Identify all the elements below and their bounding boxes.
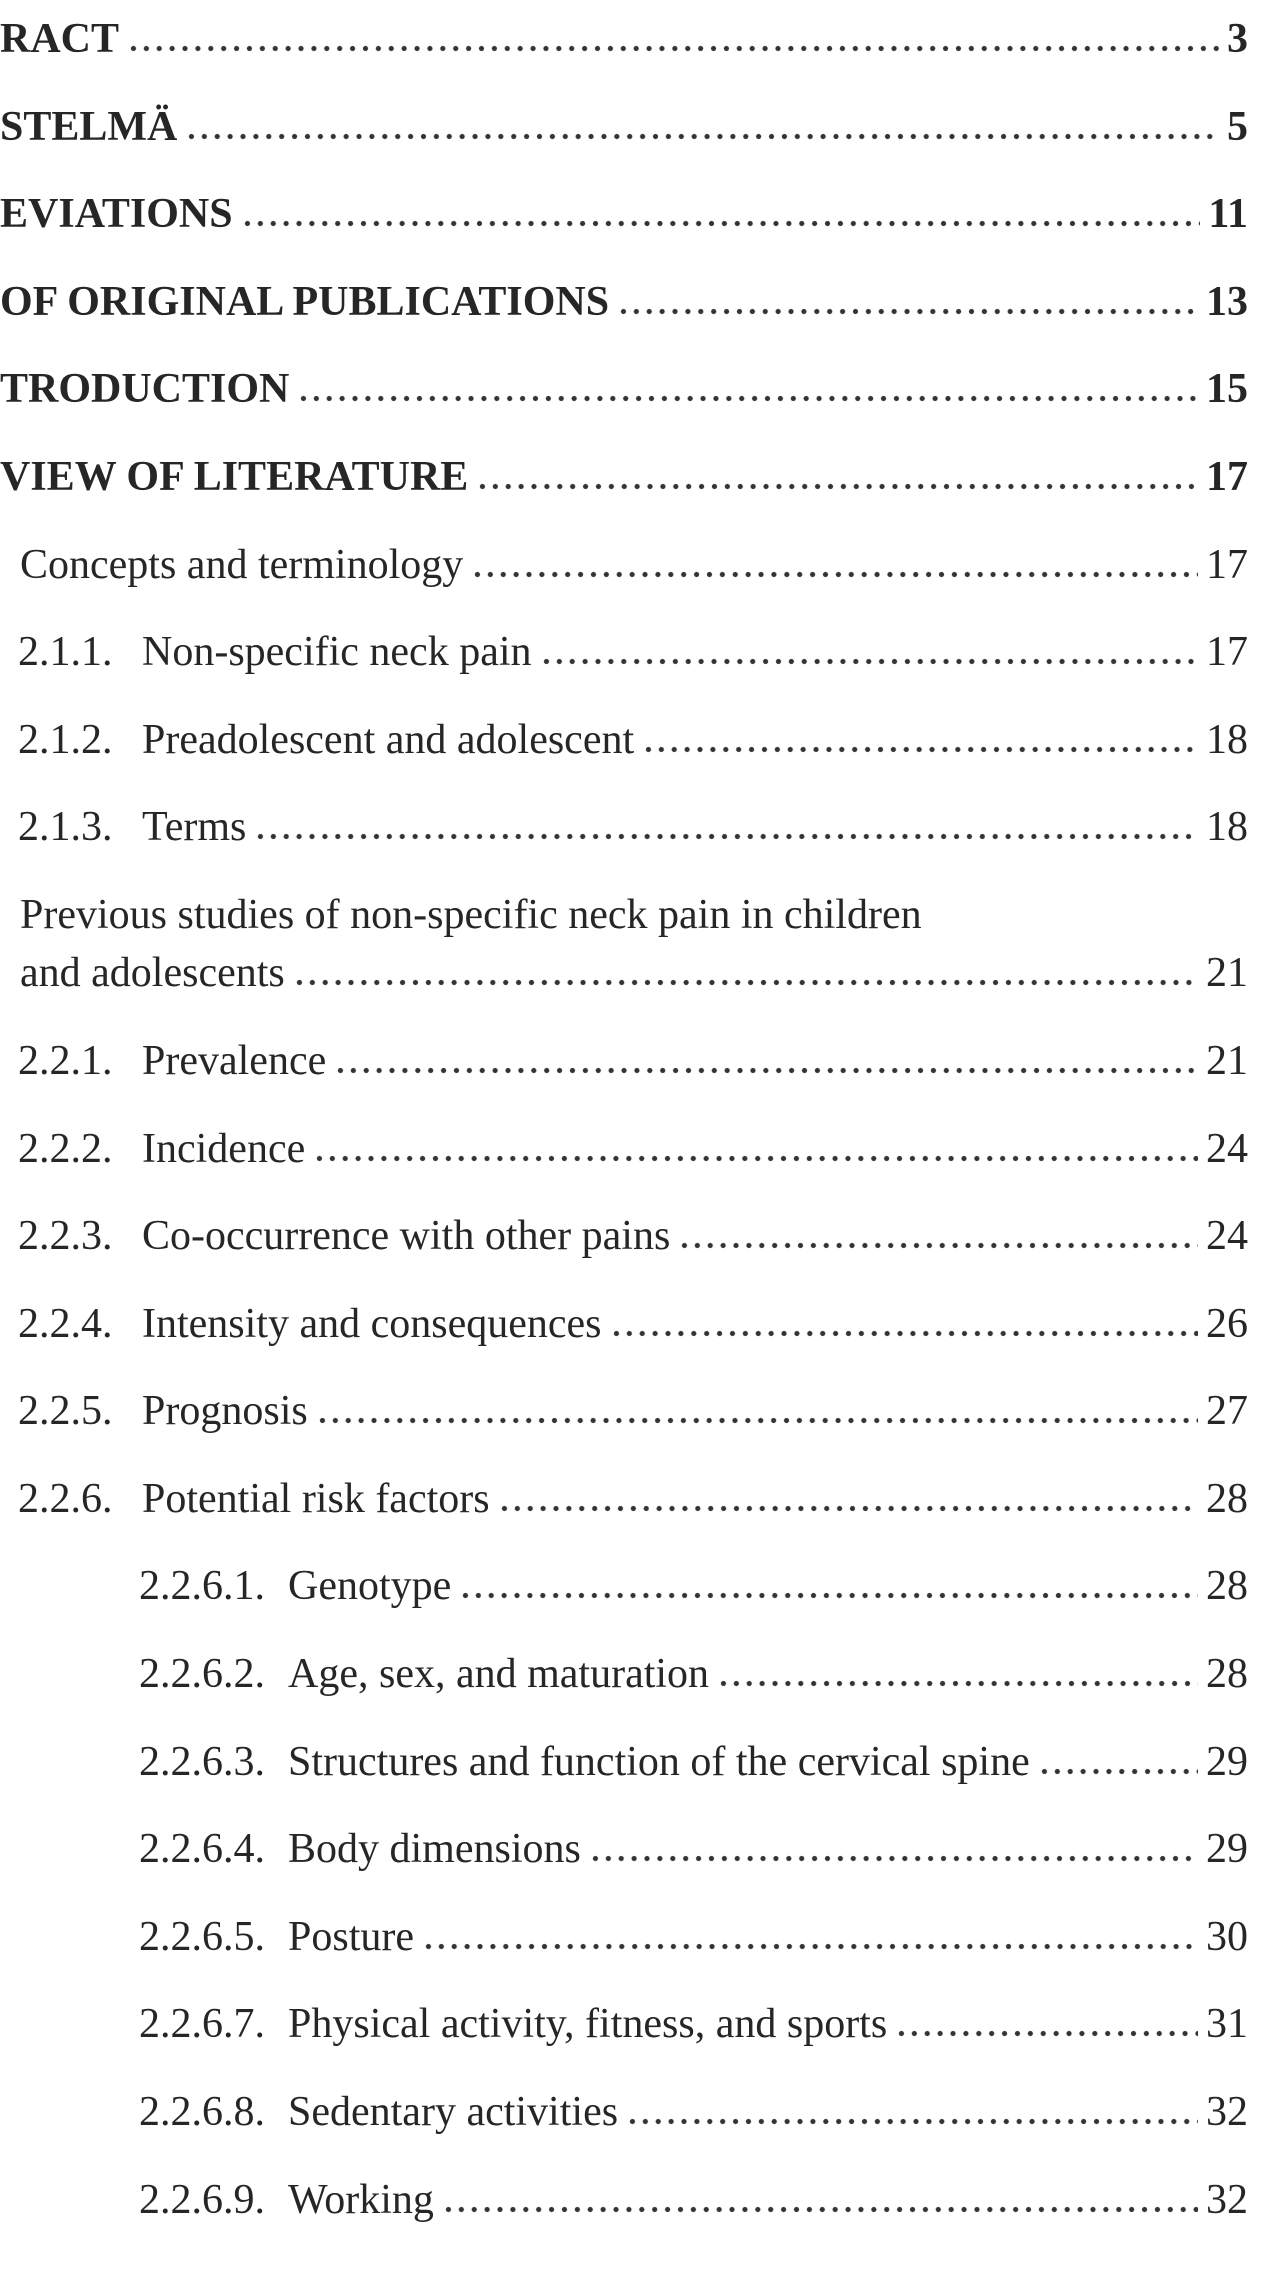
toc-entry-label: Working	[288, 2176, 434, 2223]
toc-entry-number: 2.2.6.7.	[139, 2001, 265, 2048]
toc-dot-leader	[254, 833, 1198, 840]
toc-entry[interactable]	[0, 175, 1248, 263]
toc-entry-page: 29	[1206, 1826, 1248, 1873]
toc-entry-page: 18	[1206, 716, 1248, 763]
toc-dot-leader	[498, 1505, 1198, 1512]
toc-entry-page: 29	[1206, 1738, 1248, 1785]
toc-entry-page: 15	[1206, 366, 1248, 413]
toc-entry[interactable]	[0, 350, 1248, 438]
toc-entry[interactable]	[0, 1810, 1248, 1898]
toc-dot-leader	[185, 133, 1219, 140]
toc-entry-number: 2.2.6.1.	[139, 1563, 265, 1610]
toc-dot-leader	[471, 571, 1198, 578]
toc-entry[interactable]	[0, 88, 1248, 176]
toc-entry-page: 32	[1206, 2089, 1248, 2136]
toc-entry-page: 21	[1206, 950, 1248, 997]
toc-entry-page: 31	[1206, 2001, 1248, 2048]
toc-entry-number: 2.2.6.9.	[139, 2176, 265, 2223]
toc-entry-number: 2.2.5.	[18, 1388, 113, 1435]
toc-entry-label: Non-specific neck pain	[142, 629, 532, 676]
toc-entry-number: 2.2.6.2.	[139, 1651, 265, 1698]
toc-entry-page: 24	[1206, 1213, 1248, 1260]
toc-entry-page: 28	[1206, 1651, 1248, 1698]
toc-entry-page: 18	[1206, 804, 1248, 851]
toc-entry-number: 2.2.6.	[18, 1475, 113, 1522]
toc-entry-number: 2.2.6.5.	[139, 1913, 265, 1960]
toc-dot-leader	[459, 1592, 1198, 1599]
toc-entry-page: 24	[1206, 1125, 1248, 1172]
toc-entry[interactable]	[0, 1547, 1248, 1635]
toc-entry-label: Prognosis	[142, 1388, 308, 1435]
toc-dot-leader	[127, 45, 1219, 52]
toc-entry-label: Structures and function of the cervical spine	[288, 1738, 1030, 1785]
toc-entry-number: 2.1.2.	[18, 716, 113, 763]
toc-entry-label: Physical activity, fitness, and sports	[288, 2001, 888, 2048]
toc-dot-leader	[642, 746, 1198, 753]
toc-entry-label: EVIATIONS	[0, 191, 233, 238]
toc-entry-page: 26	[1206, 1300, 1248, 1347]
toc-entry-label: Sedentary activities	[288, 2089, 619, 2136]
toc-entry-page: 5	[1227, 103, 1248, 150]
toc-entry-page: 17	[1206, 453, 1248, 500]
toc-entry-number: 2.2.6.8.	[139, 2089, 265, 2136]
toc-entry-label: Terms	[142, 804, 247, 851]
toc-entry[interactable]	[0, 1723, 1248, 1811]
toc-entry[interactable]	[0, 876, 1248, 949]
toc-dot-leader	[1038, 1768, 1198, 1775]
toc-entry[interactable]	[0, 1022, 1248, 1110]
toc-entry[interactable]	[0, 788, 1248, 876]
toc-entry-label: Previous studies of non-specific neck pain in children	[20, 891, 922, 938]
toc-entry-label: Concepts and terminology	[20, 541, 464, 588]
toc-dot-leader	[717, 1680, 1198, 1687]
toc-entry-label: Potential risk factors	[142, 1475, 490, 1522]
toc-entry[interactable]	[0, 2161, 1248, 2249]
toc-entry[interactable]	[0, 1460, 1248, 1548]
toc-entry-page: 13	[1206, 278, 1248, 325]
toc-entry-page: 21	[1206, 1037, 1248, 1084]
toc-entry[interactable]	[0, 1635, 1248, 1723]
toc-dot-leader	[241, 220, 1201, 227]
toc-entry-page: 28	[1206, 1475, 1248, 1522]
toc-dot-leader	[626, 2118, 1198, 2125]
toc-entry-label: Incidence	[142, 1125, 306, 1172]
toc-entry-label: Genotype	[288, 1563, 452, 1610]
toc-entry-page: 3	[1227, 16, 1248, 62]
toc-dot-leader	[334, 1067, 1198, 1074]
toc-dot-leader	[442, 2206, 1198, 2213]
toc-dot-leader	[678, 1242, 1198, 1249]
toc-entry-number: 2.2.4.	[18, 1300, 113, 1347]
toc-entry-number: 2.2.6.4.	[139, 1826, 265, 1873]
toc-entry-label: Intensity and consequences	[142, 1300, 602, 1347]
toc-dot-leader	[617, 308, 1198, 315]
toc-entry-label: Preadolescent and adolescent	[142, 716, 635, 763]
toc-entry[interactable]	[0, 526, 1248, 614]
toc-dot-leader	[895, 2030, 1198, 2037]
toc-entry[interactable]	[0, 701, 1248, 789]
toc-entry-label: Posture	[288, 1913, 414, 1960]
toc-entry-page: 30	[1206, 1913, 1248, 1960]
toc-entry[interactable]	[0, 1110, 1248, 1198]
toc-dot-leader	[422, 1943, 1198, 1950]
toc-entry-number: 2.2.6.3.	[139, 1738, 265, 1785]
toc-entry[interactable]	[0, 1285, 1248, 1373]
toc-entry[interactable]	[0, 949, 1248, 1022]
toc-entry-label: VIEW OF LITERATURE	[0, 453, 469, 500]
toc-entry[interactable]	[0, 1898, 1248, 1986]
toc-entry-page: 11	[1208, 191, 1248, 238]
toc-entry-number: 2.1.3.	[18, 804, 113, 851]
toc-entry[interactable]	[0, 1197, 1248, 1285]
toc-entry-page: 32	[1206, 2176, 1248, 2223]
toc-dot-leader	[476, 483, 1198, 490]
toc-dot-leader	[313, 1155, 1198, 1162]
toc-dot-leader	[540, 658, 1198, 665]
toc-entry-label: OF ORIGINAL PUBLICATIONS	[0, 278, 610, 325]
toc-entry[interactable]	[0, 2073, 1248, 2161]
toc-entry-number: 2.2.1.	[18, 1037, 113, 1084]
toc-entry-label: Prevalence	[142, 1037, 327, 1084]
toc-entry[interactable]	[0, 263, 1248, 351]
toc-entry-label: Age, sex, and maturation	[288, 1651, 710, 1698]
toc-entry[interactable]	[0, 1985, 1248, 2073]
toc-entry[interactable]	[0, 613, 1248, 701]
toc-entry[interactable]	[0, 438, 1248, 526]
toc-entry-label: RACT	[0, 16, 120, 62]
toc-entry-label: TRODUCTION	[0, 366, 290, 413]
toc-entry[interactable]	[0, 0, 1248, 88]
toc-entry[interactable]	[0, 1372, 1248, 1460]
toc-entry-page: 17	[1206, 541, 1248, 588]
toc-dot-leader	[293, 979, 1198, 986]
toc-entry-label: Co-occurrence with other pains	[142, 1213, 671, 1260]
toc-entry-number: 2.1.1.	[18, 629, 113, 676]
toc-entry-number: 2.2.3.	[18, 1213, 113, 1260]
toc-entry-label: Body dimensions	[288, 1826, 581, 1873]
toc-dot-leader	[610, 1330, 1198, 1337]
toc-dot-leader	[589, 1855, 1198, 1862]
toc-entry-number: 2.2.2.	[18, 1125, 113, 1172]
toc-dot-leader	[316, 1417, 1198, 1424]
toc-entry-page: 17	[1206, 629, 1248, 676]
toc-entry-page: 28	[1206, 1563, 1248, 1610]
toc-entry-label: STELMÄ	[0, 103, 178, 150]
toc-entry-label: and adolescents	[20, 950, 285, 997]
toc-dot-leader	[297, 395, 1198, 402]
toc-entry-page: 27	[1206, 1388, 1248, 1435]
